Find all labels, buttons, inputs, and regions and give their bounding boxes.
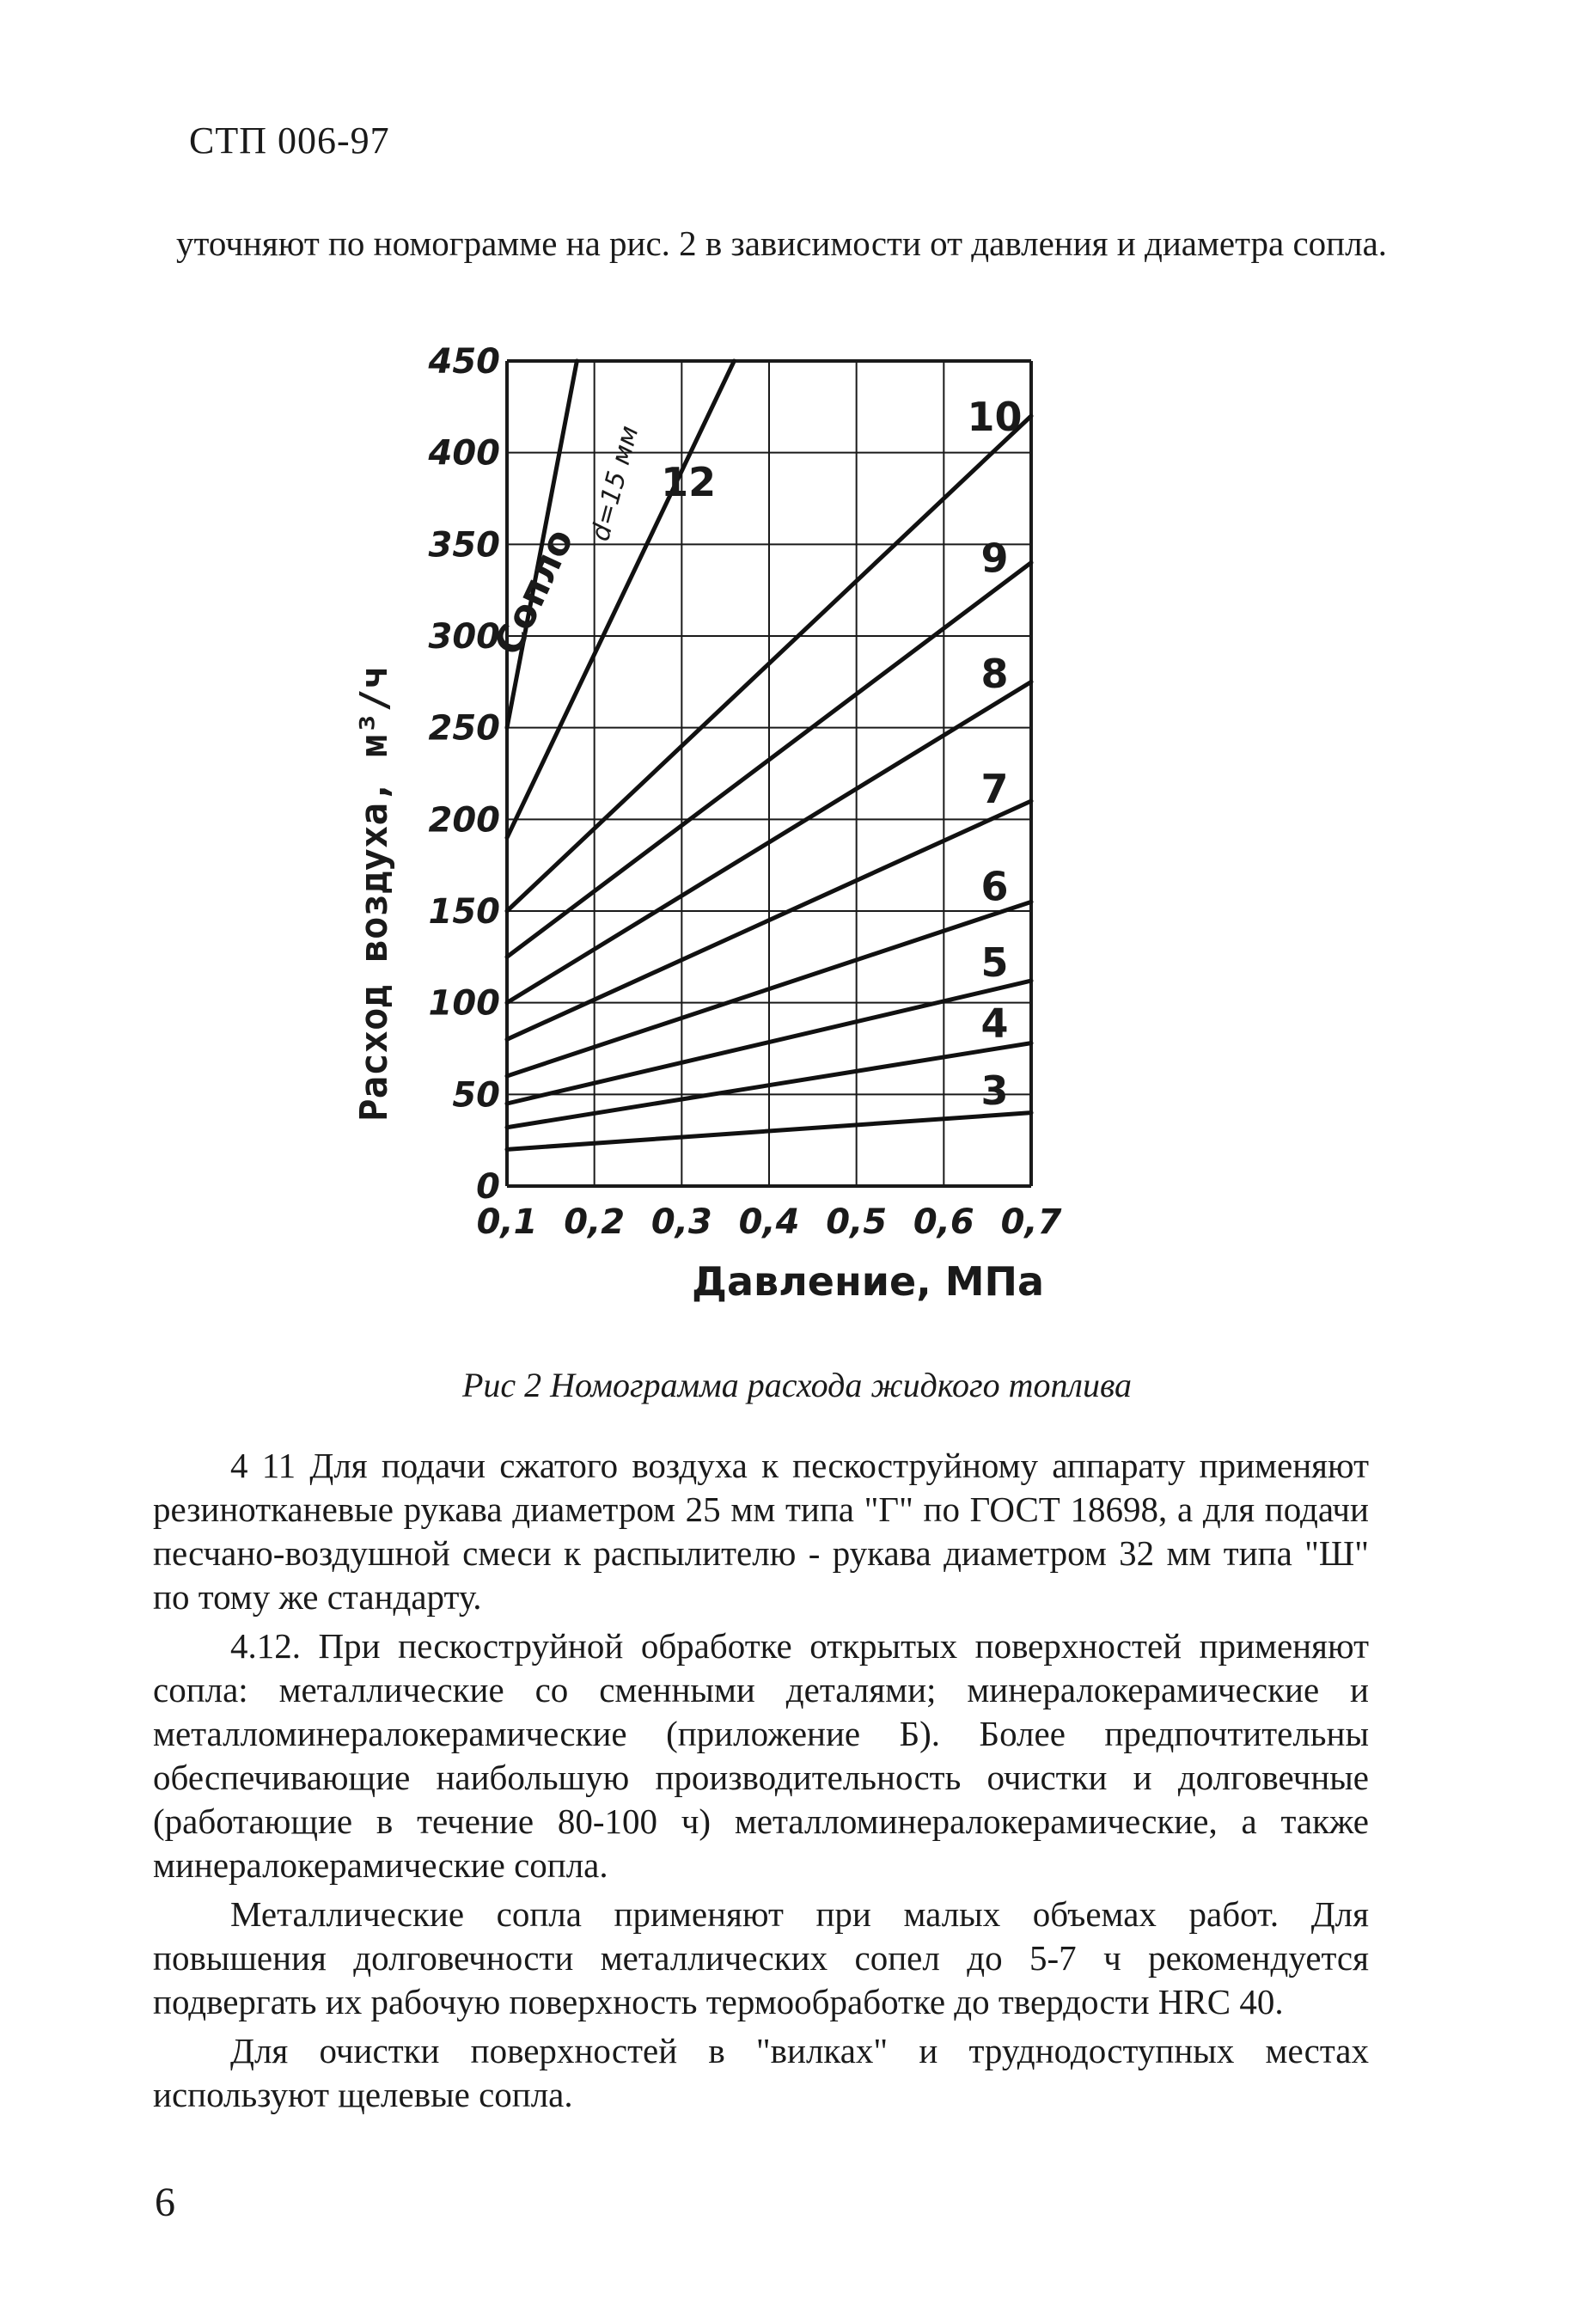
y-tick-label: 450 [428, 342, 500, 382]
y-tick-label: 50 [452, 1075, 500, 1116]
x-axis-label: Давление, МПа [691, 1258, 1045, 1305]
y-tick-label: 100 [428, 983, 500, 1024]
x-tick-label: 0,4 [738, 1202, 800, 1242]
nozzle-annotation-diameter: d=15 мм [585, 422, 645, 545]
series-label-7: 7 [980, 765, 1009, 812]
intro-paragraph [176, 219, 1396, 267]
paragraph: Металлические сопла применяют при малых объемах работ. Для повышения долговечности металлических сопел до 5-7 ч рекомендуется подвергать их рабочую поверхность термообработке до твердости HRC 40. [153, 1894, 1369, 2021]
series-label-10: 10 [967, 393, 1023, 440]
page-number: 6 [155, 2180, 175, 2225]
y-tick-label: 250 [428, 708, 500, 749]
document-code: СТП 006-97 [189, 119, 390, 162]
nozzle-annotation-title: Сопло [486, 522, 583, 663]
y-tick-label: 350 [428, 525, 500, 566]
y-tick-label: 200 [428, 800, 500, 841]
x-tick-label: 0,3 [650, 1202, 712, 1242]
figure-caption: Рис 2 Номограмма расхода жидкого топлива [461, 1366, 1133, 1404]
intro-text: уточняют по номограмме на рис. 2 в зависимости от давления и диаметра сопла. [176, 223, 1388, 263]
y-tick-label: 300 [428, 617, 500, 657]
nomogram-chart [327, 339, 1100, 1311]
y-tick-label: 0 [476, 1167, 500, 1207]
paragraph: 4 11 Для подачи сжатого воздуха к пескоструйному аппарату применяют резинотканевые рукава диаметром 25 мм типа "Г" по ГОСТ 18698, а для подачи песчано-воздушной смеси к распылителю - рукава диаметром 32 мм типа "Ш" по тому же стандарту. [153, 1446, 1369, 1617]
x-tick-label: 0,2 [564, 1202, 626, 1242]
paragraph: Для очистки поверхностей в "вилках" и труднодоступных местах используют щелевые сопла. [153, 2031, 1369, 2114]
y-tick-label: 400 [428, 433, 500, 474]
body-text [153, 1444, 1369, 2122]
y-tick-labels [428, 342, 501, 1207]
series-label-8: 8 [980, 651, 1009, 697]
x-tick-labels [477, 1202, 1062, 1242]
series-label-3: 3 [980, 1067, 1009, 1114]
series-label-6: 6 [980, 863, 1009, 910]
y-tick-label: 150 [428, 892, 500, 932]
y-axis-label: Расход воздуха, м³/ч [352, 666, 396, 1122]
series-label-9: 9 [980, 535, 1009, 582]
x-tick-label: 0,1 [476, 1202, 538, 1242]
paragraph: 4.12. При пескоструйной обработке открытых поверхностей применяют сопла: металлические со сменными деталями; минералокерамические и металломинералокерамические (приложение Б). Более предпочтительны обеспечивающие наибольшую производительность очистки и долговечные (работающие в течение 80-100 ч) металломинералокерамические, а также минералокерамические сопла. [153, 1626, 1369, 1885]
x-tick-label: 0,7 [1000, 1202, 1062, 1242]
series-label-5: 5 [980, 939, 1009, 987]
chart-grid [507, 361, 1031, 1186]
x-tick-label: 0,5 [826, 1202, 888, 1242]
x-tick-label: 0,6 [913, 1202, 974, 1242]
series-label-12: 12 [661, 459, 717, 506]
series-label-4: 4 [980, 1000, 1009, 1047]
